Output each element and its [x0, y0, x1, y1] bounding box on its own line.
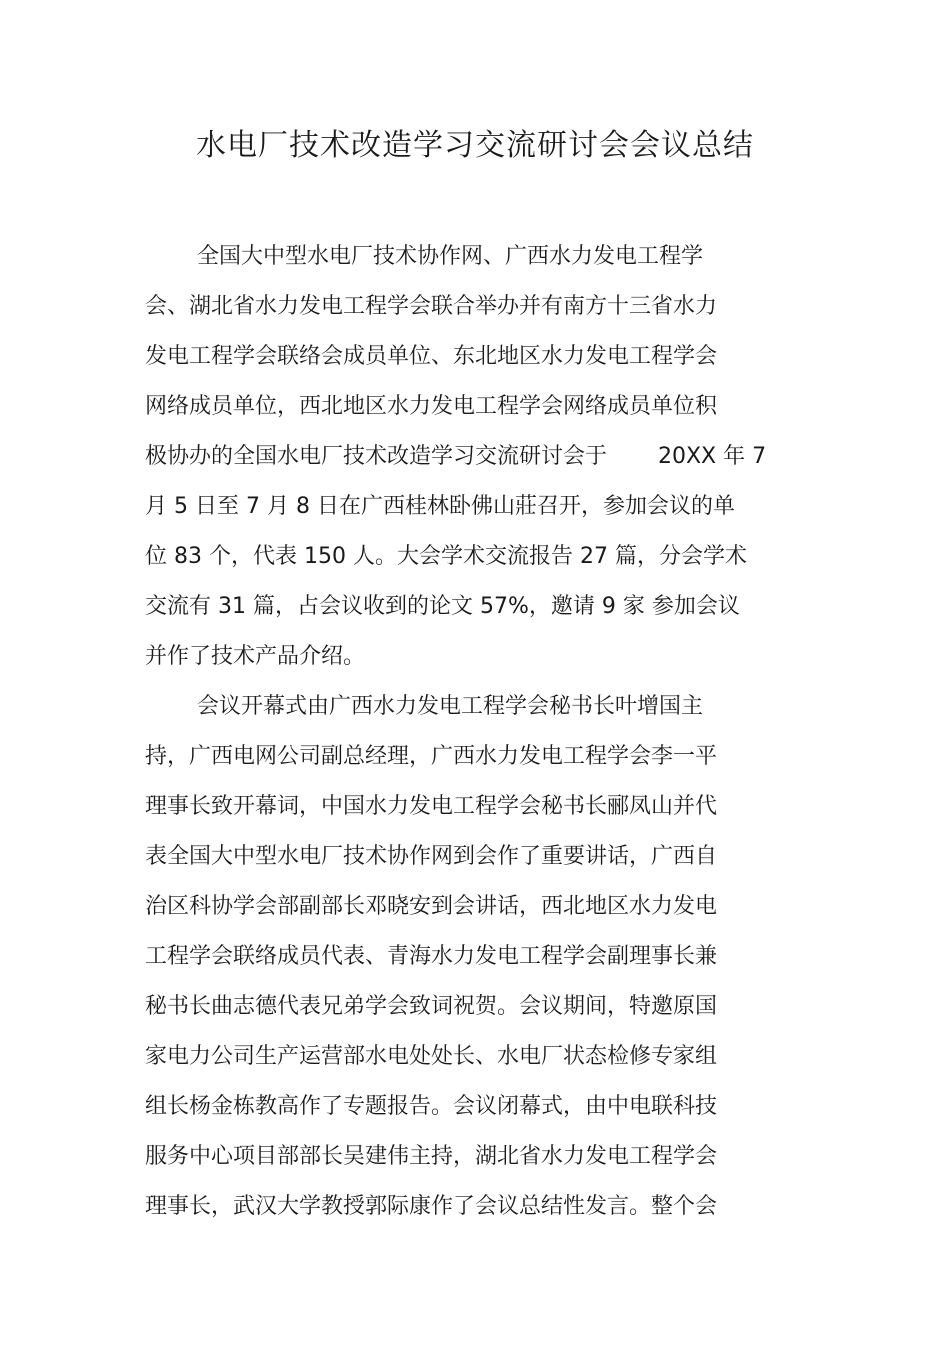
paragraph-2-line-8: 家电力公司生产运营部水电处处长、水电厂状态检修专家组 [145, 1044, 718, 1069]
paragraph-2-line-4: 表全国大中型水电厂技术协作网到会作了重要讲话，广西自 [145, 844, 718, 869]
paragraph-2-line-2: 持，广西电网公司副总经理，广西水力发电工程学会李一平 [145, 744, 718, 769]
paragraph-2-line-11: 理事长，武汉大学教授郭际康作了会议总结性发言。整个会 [145, 1194, 718, 1219]
paragraph-2-line-9: 组长杨金栋教高作了专题报告。会议闭幕式，由中电联科技 [145, 1094, 718, 1119]
paragraph-2-line-3: 理事长致开幕词，中国水力发电工程学会秘书长郦凤山并代 [145, 794, 718, 819]
document-title: 水电厂技术改造学习交流研讨会会议总结 [196, 128, 754, 163]
paragraph-2-line-6: 工程学会联络成员代表、青海水力发电工程学会副理事长兼 [145, 944, 718, 969]
paragraph-2-line-1: 会议开幕式由广西水力发电工程学会秘书长叶增国主 [197, 694, 704, 719]
paragraph-2-line-10: 服务中心项目部部长吴建伟主持，湖北省水力发电工程学会 [145, 1144, 718, 1169]
paragraph-2-line-7: 秘书长曲志德代表兄弟学会致词祝贺。会议期间，特邀原国 [145, 994, 718, 1019]
paragraph-1-line-2: 会、湖北省水力发电工程学会联合举办并有南方十三省水力 [145, 294, 718, 319]
paragraph-1-line-4: 网络成员单位，西北地区水力发电工程学会网络成员单位积 [145, 394, 718, 419]
paragraph-1-line-5: 极协办的全国水电厂技术改造学习交流研讨会于 20XX 年 7 [145, 444, 767, 469]
paragraph-1-line-8: 交流有 31 篇，占会议收到的论文 57%，邀请 9 家 参加会议 [145, 594, 740, 619]
paragraph-1-line-3: 发电工程学会联络会成员单位、东北地区水力发电工程学会 [145, 344, 718, 369]
paragraph-1-line-6: 月 5 日至 7 月 8 日在广西桂林卧佛山莊召开，参加会议的单 [145, 494, 735, 519]
paragraph-1-line-7: 位 83 个，代表 150 人。大会学术交流报告 27 篇，分会学术 [145, 544, 747, 569]
paragraph-2-line-5: 治区科协学会部副部长邓晓安到会讲话，西北地区水力发电 [145, 894, 718, 919]
paragraph-1-line-1: 全国大中型水电厂技术协作网、广西水力发电工程学 [197, 244, 704, 269]
paragraph-1-line-9: 并作了技术产品介绍。 [145, 644, 366, 669]
